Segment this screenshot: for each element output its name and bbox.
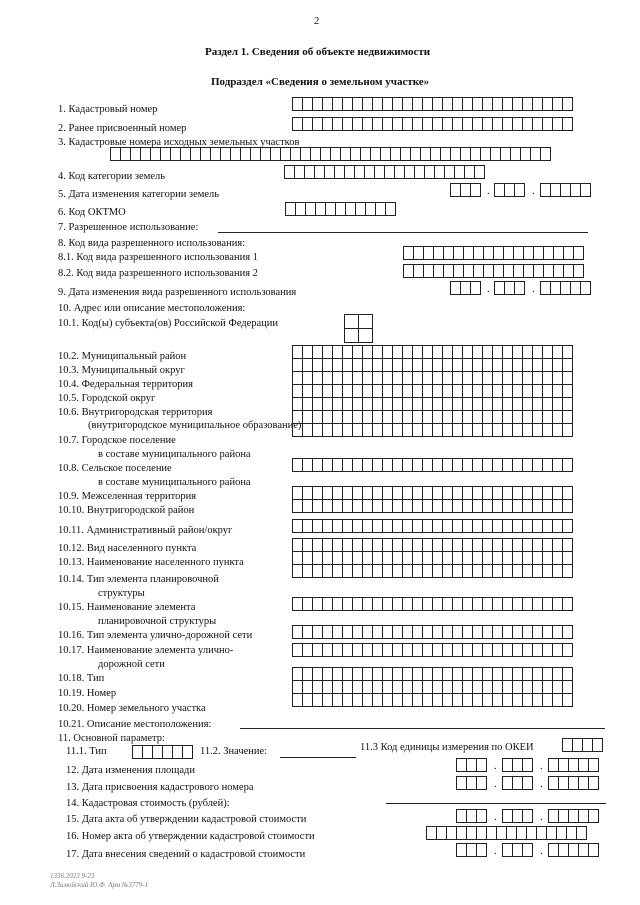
section-title: Раздел 1. Сведения об объекте недвижимости — [205, 46, 431, 58]
label-planning-name-2: планировочной структуры — [98, 616, 217, 627]
grid-row — [292, 564, 573, 578]
input-cell[interactable] — [470, 183, 481, 197]
input-cell[interactable] — [562, 410, 573, 424]
act-date-day[interactable] — [456, 809, 487, 823]
label-entry-date: 17. Дата внесения сведений о кадастровой стоимости — [66, 849, 306, 860]
input-cell[interactable] — [562, 371, 573, 385]
label-urban-settlement: 10.7. Городское поселение — [58, 435, 176, 446]
input-cell[interactable] — [562, 564, 573, 578]
label-location-description: 10.21. Описание местоположения: — [58, 719, 212, 730]
label-building-type: 10.18. Тип — [58, 673, 105, 684]
date-dot: . — [487, 283, 490, 295]
act-number-boxes[interactable] — [426, 826, 587, 840]
page-number: 2 — [314, 16, 320, 27]
area-change-day[interactable] — [456, 758, 487, 772]
label-use-change-date: 9. Дата изменения вида разрешенного использования — [58, 287, 297, 298]
grid-row — [292, 358, 573, 372]
building-grid[interactable] — [292, 667, 573, 707]
subject-code-boxes[interactable] — [344, 314, 373, 343]
label-cadastral-number: 1. Кадастровый номер — [58, 104, 158, 115]
subsection-title: Подраздел «Сведения о земельном участке» — [211, 76, 430, 88]
label-municipal-district: 10.2. Муниципальный район — [58, 351, 187, 362]
street-name-boxes[interactable] — [292, 643, 573, 657]
label-planning-type-2: структуры — [98, 588, 145, 599]
input-cell[interactable] — [562, 499, 573, 513]
label-act-date: 15. Дата акта об утверждении кадастровой стоимости — [66, 814, 307, 825]
rural-settlement-boxes[interactable] — [292, 458, 573, 472]
act-date-year[interactable] — [548, 809, 599, 823]
input-cell[interactable] — [476, 758, 487, 772]
input-cell[interactable] — [562, 643, 573, 657]
label-permitted-use: 7. Разрешенное использование: — [58, 222, 199, 233]
category-change-day[interactable] — [450, 183, 481, 197]
area-change-month[interactable] — [502, 758, 533, 772]
input-cell[interactable] — [562, 693, 573, 707]
grid-row — [292, 345, 573, 359]
label-main-parameter: 11. Основной параметр: — [58, 733, 165, 744]
label-urban-settlement-2: в составе муниципального района — [98, 449, 251, 460]
category-change-month[interactable] — [494, 183, 525, 197]
label-cadastral-value: 14. Кадастровая стоимость (рублей): — [66, 798, 230, 809]
footer-line-1: 1336.2023 9-23 — [50, 872, 95, 880]
label-planning-type: 10.14. Тип элемента планировочной — [58, 574, 219, 585]
inter-settlement-grid[interactable] — [292, 486, 573, 513]
area-change-year[interactable] — [548, 758, 599, 772]
grid-row — [292, 423, 573, 437]
input-cell[interactable] — [474, 165, 485, 179]
label-cadastral-assign-date: 13. Дата присвоения кадастрового номера — [66, 782, 254, 793]
cadastral-value-line[interactable] — [386, 803, 606, 804]
label-rural-settlement: 10.8. Сельское поселение — [58, 463, 172, 474]
label-planning-name: 10.15. Наименование элемента — [58, 602, 196, 613]
label-parameter-type: 11.1. Тип — [66, 746, 107, 757]
grid-row — [292, 551, 573, 565]
label-federal-territory: 10.4. Федеральная территория — [58, 379, 193, 390]
label-intracity-territory-2: (внутригородское муниципальное образование) — [88, 420, 302, 431]
use-code-1-boxes[interactable] — [403, 246, 584, 260]
input-cell[interactable] — [580, 183, 591, 197]
input-cell[interactable] — [562, 486, 573, 500]
input-cell[interactable] — [588, 776, 599, 790]
parameter-type-boxes[interactable] — [132, 745, 193, 759]
input-cell[interactable] — [588, 809, 599, 823]
input-cell[interactable] — [562, 597, 573, 611]
input-cell[interactable] — [476, 843, 487, 857]
cadastral-assign-month[interactable] — [502, 776, 533, 790]
label-area-change-date: 12. Дата изменения площади — [66, 765, 196, 776]
input-cell[interactable] — [573, 264, 584, 278]
date-dot: . — [540, 845, 543, 857]
grid-row — [292, 371, 573, 385]
grid-row — [292, 410, 573, 424]
input-cell[interactable] — [562, 345, 573, 359]
input-cell[interactable] — [182, 745, 193, 759]
label-street-name-2: дорожной сети — [98, 659, 165, 670]
source-parcels-boxes[interactable] — [110, 147, 551, 161]
label-inter-settlement: 10.9. Межселенная территория — [58, 491, 197, 502]
use-code-2-boxes[interactable] — [403, 264, 584, 278]
label-address: 10. Адрес или описание местоположения: — [58, 303, 246, 314]
entry-date-month[interactable] — [502, 843, 533, 857]
label-use-code-2: 8.2. Код вида разрешенного использования 2 — [58, 268, 258, 279]
input-cell[interactable] — [562, 458, 573, 472]
use-change-year[interactable] — [540, 281, 591, 295]
locality-grid[interactable] — [292, 538, 573, 578]
label-parcel-number: 10.20. Номер земельного участка — [58, 703, 206, 714]
input-cell[interactable] — [562, 680, 573, 694]
street-type-boxes[interactable] — [292, 625, 573, 639]
grid-row — [292, 397, 573, 411]
permitted-use-line[interactable] — [218, 232, 588, 233]
label-admin-district: 10.11. Административный район/округ — [58, 525, 233, 536]
input-cell[interactable] — [562, 117, 573, 131]
label-street-type: 10.16. Тип элемента улично-дорожной сети — [58, 630, 253, 641]
input-cell[interactable] — [592, 738, 603, 752]
label-street-name: 10.17. Наименование элемента улично- — [58, 645, 234, 656]
parameter-value-line[interactable] — [280, 757, 356, 758]
input-cell[interactable] — [573, 246, 584, 260]
input-cell[interactable] — [522, 843, 533, 857]
oktmo-boxes[interactable] — [285, 202, 396, 216]
date-dot: . — [532, 283, 535, 295]
date-dot: . — [540, 760, 543, 772]
input-cell[interactable] — [562, 397, 573, 411]
entry-date-day[interactable] — [456, 843, 487, 857]
cadastral-assign-year[interactable] — [548, 776, 599, 790]
label-oktmo: 6. Код ОКТМО — [58, 207, 126, 218]
input-cell[interactable] — [514, 281, 525, 295]
label-intracity-district: 10.10. Внутригородской район — [58, 505, 195, 516]
date-dot: . — [540, 811, 543, 823]
label-use-code: 8. Код вида разрешенного использования: — [58, 238, 246, 249]
footer-line-2: Л.Замойский Ю.Ф. Арм №3779-1 — [50, 881, 149, 889]
label-land-category-code: 4. Код категории земель — [58, 171, 166, 182]
label-locality-type: 10.12. Вид населенного пункта — [58, 543, 197, 554]
label-intracity-territory: 10.6. Внутригородская территория — [58, 407, 213, 418]
input-cell[interactable] — [562, 519, 573, 533]
input-cell[interactable] — [562, 423, 573, 437]
input-cell[interactable] — [514, 183, 525, 197]
date-dot: . — [532, 185, 535, 197]
input-cell[interactable] — [562, 97, 573, 111]
input-cell[interactable] — [522, 776, 533, 790]
use-change-month[interactable] — [494, 281, 525, 295]
location-description-line[interactable] — [240, 728, 605, 729]
grid-row — [292, 693, 573, 707]
input-cell[interactable] — [588, 843, 599, 857]
input-cell[interactable] — [562, 551, 573, 565]
input-cell[interactable] — [562, 625, 573, 639]
label-okei-code: 11.3 Код единицы измерения по ОКЕИ — [360, 742, 534, 753]
label-subject-code: 10.1. Код(ы) субъекта(ов) Российской Федерации — [58, 318, 278, 329]
grid-row — [292, 486, 573, 500]
cadastral-number-boxes[interactable] — [292, 97, 573, 111]
input-cell[interactable] — [540, 147, 551, 161]
label-act-number: 16. Номер акта об утверждении кадастровой стоимости — [66, 831, 315, 842]
input-cell[interactable] — [562, 384, 573, 398]
label-use-code-1: 8.1. Код вида разрешенного использования 1 — [58, 252, 258, 263]
grid-row — [292, 499, 573, 513]
date-dot: . — [494, 778, 497, 790]
entry-date-year[interactable] — [548, 843, 599, 857]
label-source-parcels: 3. Кадастровые номера исходных земельных участков — [58, 137, 300, 148]
date-dot: . — [487, 185, 490, 197]
admin-district-boxes[interactable] — [292, 519, 573, 533]
grid-row — [292, 538, 573, 552]
act-date-month[interactable] — [502, 809, 533, 823]
label-parameter-value: 11.2. Значение: — [200, 746, 268, 757]
input-cell[interactable] — [470, 281, 481, 295]
grid-row — [292, 384, 573, 398]
category-change-year[interactable] — [540, 183, 591, 197]
date-dot: . — [494, 760, 497, 772]
label-city-okrug: 10.5. Городской округ — [58, 393, 156, 404]
grid-row — [292, 680, 573, 694]
input-cell[interactable] — [385, 202, 396, 216]
planning-name-boxes[interactable] — [292, 597, 573, 611]
land-category-boxes[interactable] — [284, 165, 485, 179]
input-cell[interactable] — [580, 281, 591, 295]
input-cell[interactable] — [476, 776, 487, 790]
label-municipal-okrug: 10.3. Муниципальный округ — [58, 365, 185, 376]
input-cell[interactable] — [562, 538, 573, 552]
input-cell[interactable] — [476, 809, 487, 823]
input-cell[interactable] — [562, 667, 573, 681]
input-cell[interactable] — [522, 758, 533, 772]
label-locality-name: 10.13. Наименование населенного пункта — [58, 557, 244, 568]
date-dot: . — [494, 811, 497, 823]
label-previous-number: 2. Ранее присвоенный номер — [58, 123, 187, 134]
date-dot: . — [540, 778, 543, 790]
label-category-change-date: 5. Дата изменения категории земель — [58, 189, 220, 200]
label-rural-settlement-2: в составе муниципального района — [98, 477, 251, 488]
use-change-day[interactable] — [450, 281, 481, 295]
municipal-names-grid[interactable] — [292, 345, 573, 437]
cadastral-assign-day[interactable] — [456, 776, 487, 790]
okei-boxes[interactable] — [562, 738, 603, 752]
grid-row — [292, 667, 573, 681]
date-dot: . — [494, 845, 497, 857]
label-building-number: 10.19. Номер — [58, 688, 117, 699]
input-cell[interactable] — [588, 758, 599, 772]
input-cell[interactable] — [522, 809, 533, 823]
previous-number-boxes[interactable] — [292, 117, 573, 131]
input-cell[interactable] — [562, 358, 573, 372]
input-cell[interactable] — [576, 826, 587, 840]
